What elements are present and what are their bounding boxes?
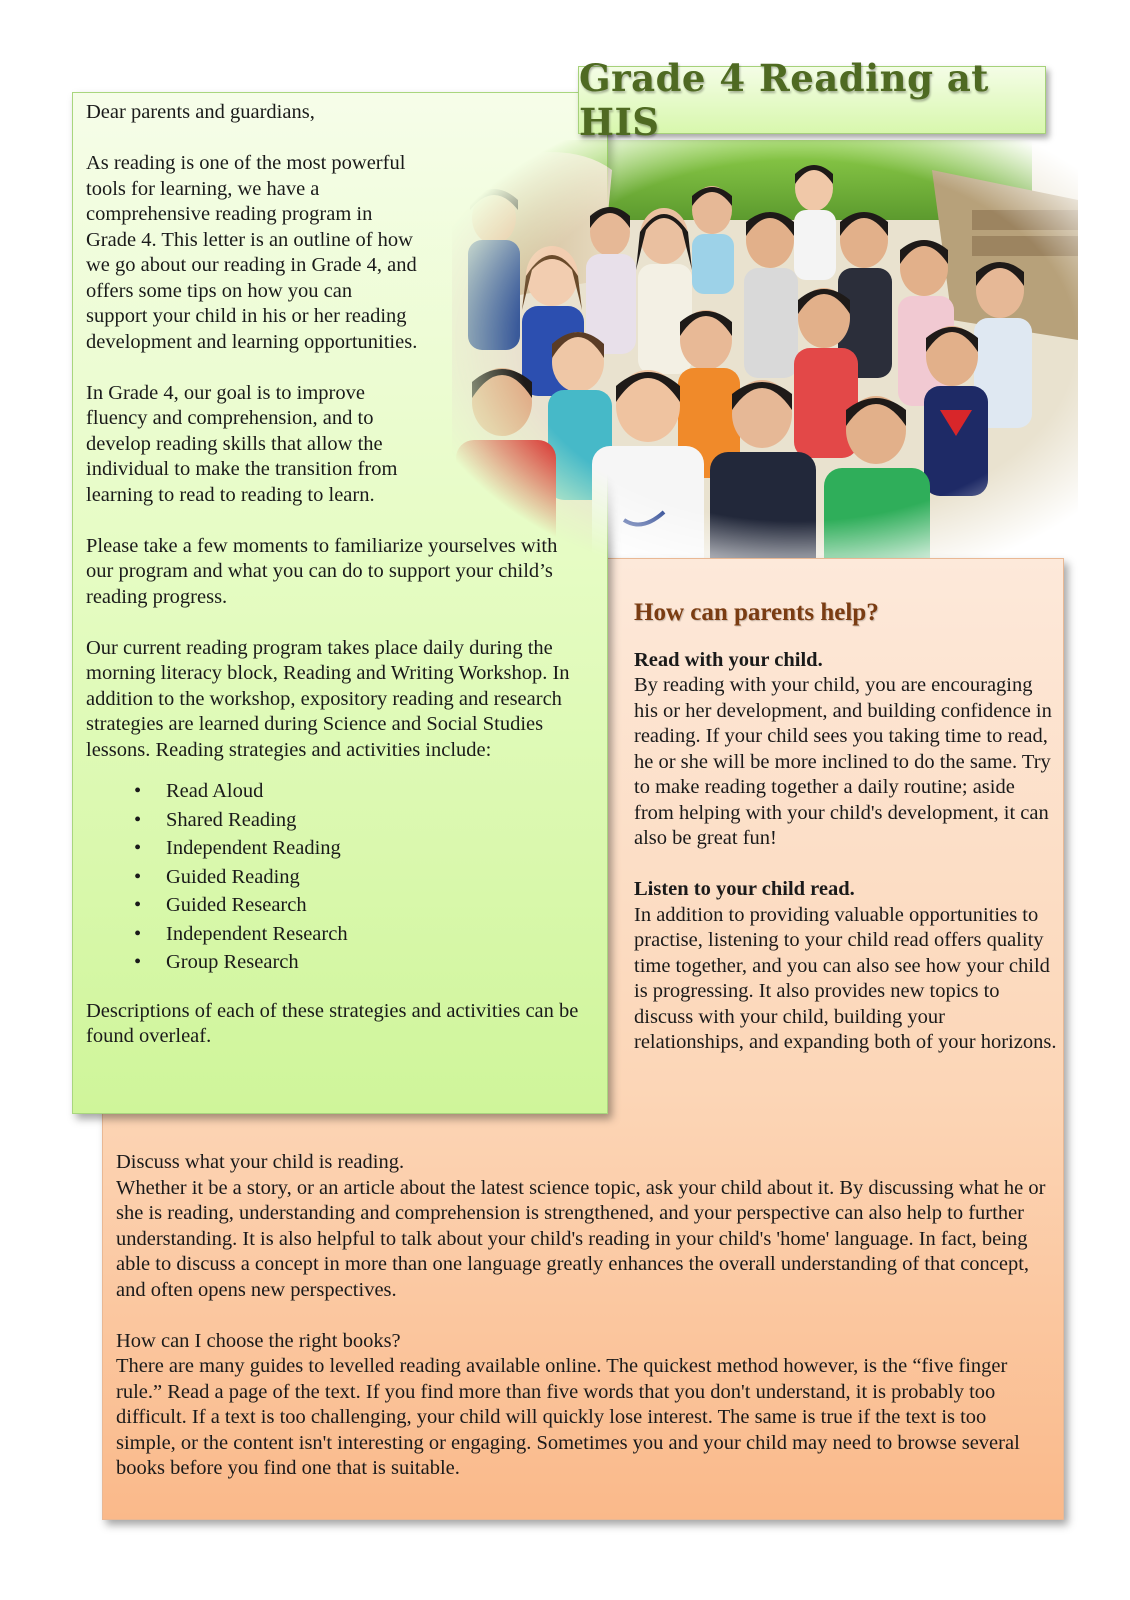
strategy-label: Guided Research bbox=[166, 894, 307, 916]
parents-help-section bbox=[634, 592, 1058, 1081]
list-item bbox=[134, 920, 594, 949]
bottom-section bbox=[116, 1150, 1046, 1507]
bullet: • bbox=[134, 808, 142, 831]
closing-paragraph: Descriptions of each of these strategies and activities can be found overleaf. bbox=[86, 999, 579, 1047]
subsection-title: Discuss what your child is reading. bbox=[116, 1151, 405, 1173]
subsection-body: In addition to providing valuable opportunities to practise, listening to your child read offers quality time together, and you can also see how your child is progressing. It also provides new topics to discuss with your child, building your relationships, and expanding both of your horizons. bbox=[634, 903, 1057, 1053]
subsection-body: There are many guides to levelled reading available online. The quickest method however, is the “five finger rule.” Read a page of the text. If you find more than five words that you don't understand, it is probably too difficult. If a text is too challenging, your child will quickly lose interest. The same is true if the text is too simple, or the content isn't interesting or engaging. Sometimes you and your child may need to browse several books before you find one that is suitable. bbox=[116, 1355, 1020, 1479]
list-item bbox=[134, 777, 594, 806]
subsection-title: Listen to your child read. bbox=[634, 878, 855, 900]
list-item bbox=[134, 891, 594, 920]
intro-paragraph: As reading is one of the most powerful tools for learning, we have a comprehensive reading program in Grade 4. This letter is an outline of how we go about our reading in Grade 4, and offers some tips on how you can support your child in his or her reading development and learning opportunities. bbox=[86, 152, 418, 353]
strategy-label: Independent Reading bbox=[166, 837, 341, 859]
subsection-title: How can I choose the right books? bbox=[116, 1329, 401, 1352]
bullet: • bbox=[134, 922, 142, 945]
list-item bbox=[134, 806, 594, 835]
bullet: • bbox=[134, 865, 142, 888]
page-title: Grade 4 Reading at HIS bbox=[579, 56, 989, 144]
strategy-label: Independent Research bbox=[166, 922, 348, 945]
familiarize-paragraph: Please take a few moments to familiarize yourselves with our program and what you can do to support your child’s reading progress. bbox=[86, 534, 558, 608]
goal-paragraph: In Grade 4, our goal is to improve fluency and comprehension, and to develop reading skills that allow the individual to make the transition from learning to read to reading to learn. bbox=[86, 381, 398, 506]
strategy-label: Group Research bbox=[166, 951, 299, 973]
strategy-list bbox=[86, 777, 594, 977]
subsection-body: Whether it be a story, or an article about the latest science topic, ask your child about it. By discussing what he or she is reading, understanding and comprehension is strengthened, and your perspective can also help to further understanding. It is also helpful to talk about your child's reading in your child's 'home' language. In fact, being able to discuss a concept in more than one language greatly enhances the overall understanding of that concept, and often opens new perspectives. bbox=[116, 1176, 1046, 1301]
list-item bbox=[134, 948, 594, 977]
list-item bbox=[134, 863, 594, 892]
bullet: • bbox=[134, 894, 142, 916]
title-banner bbox=[578, 56, 1046, 144]
program-paragraph: Our current reading program takes place daily during the morning literacy block, Reading and Writing Workshop. In addition to the workshop, expository reading and research strategies are learned during Science and Social Studies lessons. Reading strategies and activities include: bbox=[86, 636, 570, 761]
bullet: • bbox=[134, 780, 142, 802]
strategy-label: Guided Reading bbox=[166, 865, 300, 888]
letter-body bbox=[86, 100, 594, 1075]
strategy-label: Read Aloud bbox=[166, 780, 264, 802]
section-heading: How can parents help? bbox=[634, 599, 879, 626]
list-item bbox=[134, 834, 594, 863]
subsection-title: Read with your child. bbox=[634, 648, 823, 671]
subsection-body: By reading with your child, you are encouraging his or her development, and building confidence in reading. If your child sees you taking time to read, he or she will be more inclined to do the same. Try to make reading together a daily routine; aside from helping with your child's development, it can also be great fun! bbox=[634, 674, 1052, 849]
bullet: • bbox=[134, 951, 142, 973]
bullet: • bbox=[134, 837, 142, 859]
strategy-label: Shared Reading bbox=[166, 808, 297, 831]
greeting: Dear parents and guardians, bbox=[86, 101, 315, 123]
